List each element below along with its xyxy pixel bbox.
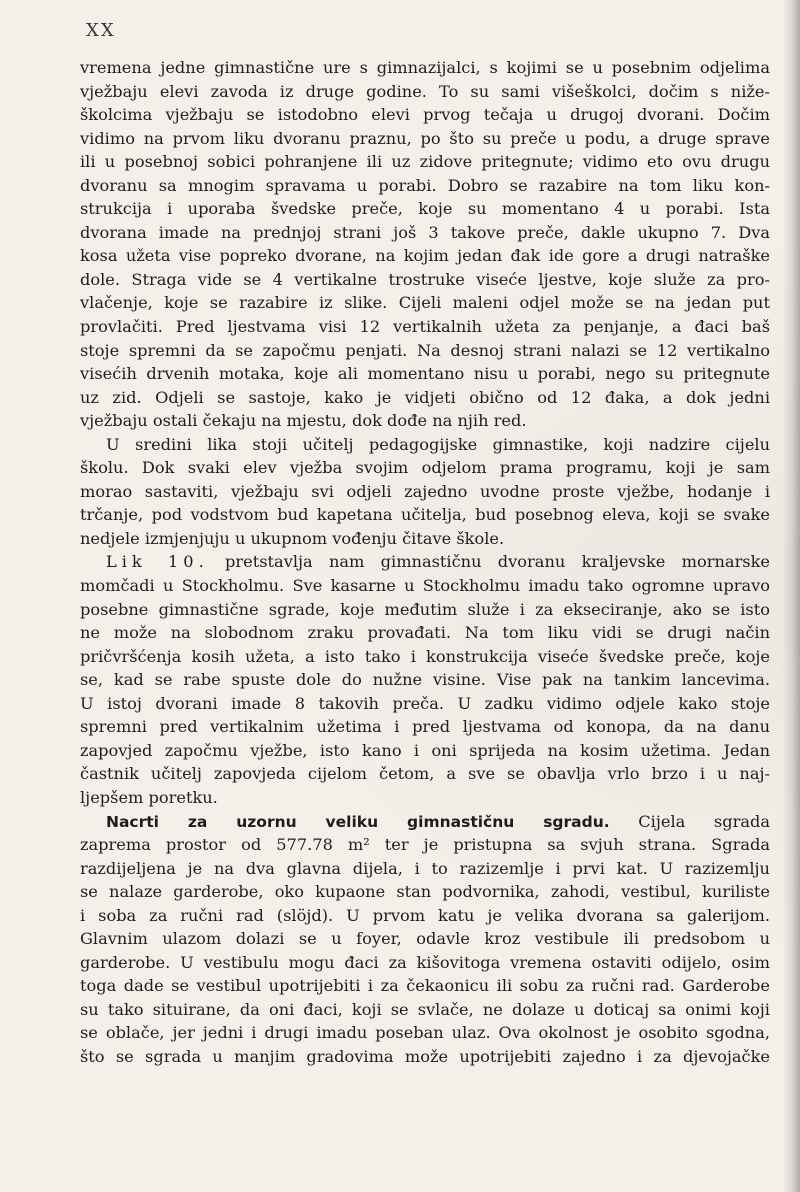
text-line: se nalaze garderobe, oko kupaone stan podvornika, zahodi, vestibul, kuriliste [80,882,770,902]
text-line: strukcija i uporaba švedske preče, koje su momentano 4 u porabi. Ista [80,199,770,219]
section-heading: Nacrti za uzornu veliku gimnastičnu sgradu. [106,812,610,831]
text-line: stoje spremni da se započmu penjati. Na desnoj strani nalazi se 12 vertikalno [80,340,770,360]
text-line: momčadi u Stockholmu. Sve kasarne u Stockholmu imadu tako ogromne upravo [80,576,770,596]
text-line: su tako situirane, da oni đaci, koji se svlače, ne dolaze u doticaj sa onimi koji [80,999,770,1019]
text-line: se, kad se rabe spuste dole do nužne visine. Vise pak na tankim lancevima. [80,670,770,690]
text-line: ljepšem poretku. [80,787,218,807]
text-line: kosa užeta vise popreko dvorane, na kojim jedan đak ide gore a drugi natraške [80,246,770,266]
text-line: vlačenje, koje se razabire iz slike. Cijeli maleni odjel može se na jedan put [80,293,770,313]
page-number: XX [86,20,116,41]
text-line [80,550,770,574]
text-line: provlačiti. Pred ljestvama visi 12 vertikalnih užeta za penjanje, a đaci baš [80,317,770,337]
text-line: vidimo na prvom liku dvoranu praznu, po što su preče u podu, a druge sprave [80,128,770,148]
text-line-rest: pretstavlja nam gimnastičnu dvoranu kraljevske mornarske [225,552,770,572]
text-line: toga dade se vestibul upotrijebiti i za čekaonicu ili sobu za ručni rad. Garderobe [80,976,770,996]
text-line: nedjele izmjenjuju u ukupnom vođenju čitave škole. [80,528,505,548]
text-line: razdijeljena je na dva glavna dijela, i to razizemlje i prvi kat. U razizemlju [80,858,770,878]
text-line: školu. Dok svaki elev vježba svojim odjelom prama programu, koji je sam [80,458,770,478]
text-line: što se sgrada u manjim gradovima može upotrijebiti zajedno i za djevojačke [80,1046,770,1066]
text-line: vježbaju ostali čekaju na mjestu, dok dođe na njih red. [80,411,527,431]
text-line: Glavnim ulazom dolazi se u foyer, odavle kroz vestibule ili predsobom u [80,929,770,949]
text-line: garderobe. U vestibulu mogu đaci za kišovitoga vremena ostaviti odijelo, osim [80,952,770,972]
text-line: morao sastaviti, vježbaju svi odjeli zajedno uvodne proste vježbe, hodanje i [80,481,770,501]
text-line: posebne gimnastične sgrade, koje međutim služe i za ekseciranje, ako se isto [80,599,770,619]
text-line: spremni pred vertikalnim užetima i pred ljestvama od konopa, da na danu [80,717,770,737]
page-edge-shadow [782,0,800,1192]
text-line: uz zid. Odjeli se sastoje, kako je vidjeti obično od 12 đaka, a dok jedni [80,387,770,407]
text-line: dvoranu sa mnogim spravama u porabi. Dobro se razabire na tom liku kon- [80,175,770,195]
text-line: trčanje, pod vodstvom bud kapetana učitelja, bud posebnog eleva, koji se svake [80,505,770,525]
text-line: dvorana imade na prednjoj strani još 3 takove preče, dakle ukupno 7. Dva [80,222,770,242]
text-line-rest: Cijela sgrada [638,811,770,831]
text-line: vježbaju elevi zavoda iz druge godine. To su sami višeškolci, dočim s niže- [80,81,770,101]
body-text [80,56,770,1069]
text-line: ili u posebnoj sobici pohranjene ili uz zidove pritegnute; vidimo eto ovu drugu [80,152,770,172]
text-line: dole. Straga vide se 4 vertikalne trostruke viseće ljestve, koje služe za pro- [80,269,770,289]
text-line: ne može na slobodnom zraku provađati. Na tom liku vidi se drugi način [80,623,770,643]
text-line: častnik učitelj zapovjeda cijelom četom, a sve se obavlja vrlo brzo i u naj- [80,764,770,784]
text-line: zaprema prostor od 577.78 m² ter je pristupna sa svjuh strana. Sgrada [80,835,770,855]
text-line: vremena jedne gimnastične ure s gimnazijalci, s kojimi se u posebnim odjelima [80,58,770,77]
text-line: se oblače, jer jedni i drugi imadu poseban ulaz. Ova okolnost je osobito sgodna, [80,1023,770,1043]
text-line: pričvršćenja kosih užeta, a isto tako i konstrukcija viseće švedske preče, koje [80,646,770,666]
text-line: U istoj dvorani imade 8 takovih preča. U zadku vidimo odjele kako stoje [80,693,770,713]
text-line: i soba za ručni rad (slöjd). U prvom katu je velika dvorana sa galerijom. [80,905,770,925]
text-line: školcima vježbaju se istodobno elevi prvog tečaja u drugoj dvorani. Dočim [80,105,770,125]
figure-reference: Lik 10. [106,552,209,572]
text-line [80,810,770,834]
text-line: visećih drvenih motaka, koje ali momentano nisu u porabi, nego su pritegnute [80,364,770,384]
text-line: zapovjed započmu vježbe, isto kano i oni sprijeda na kosim užetima. Jedan [80,740,770,760]
text-line: U sredini lika stoji učitelj pedagogijske gimnastike, koji nadzire cijelu [106,434,770,454]
